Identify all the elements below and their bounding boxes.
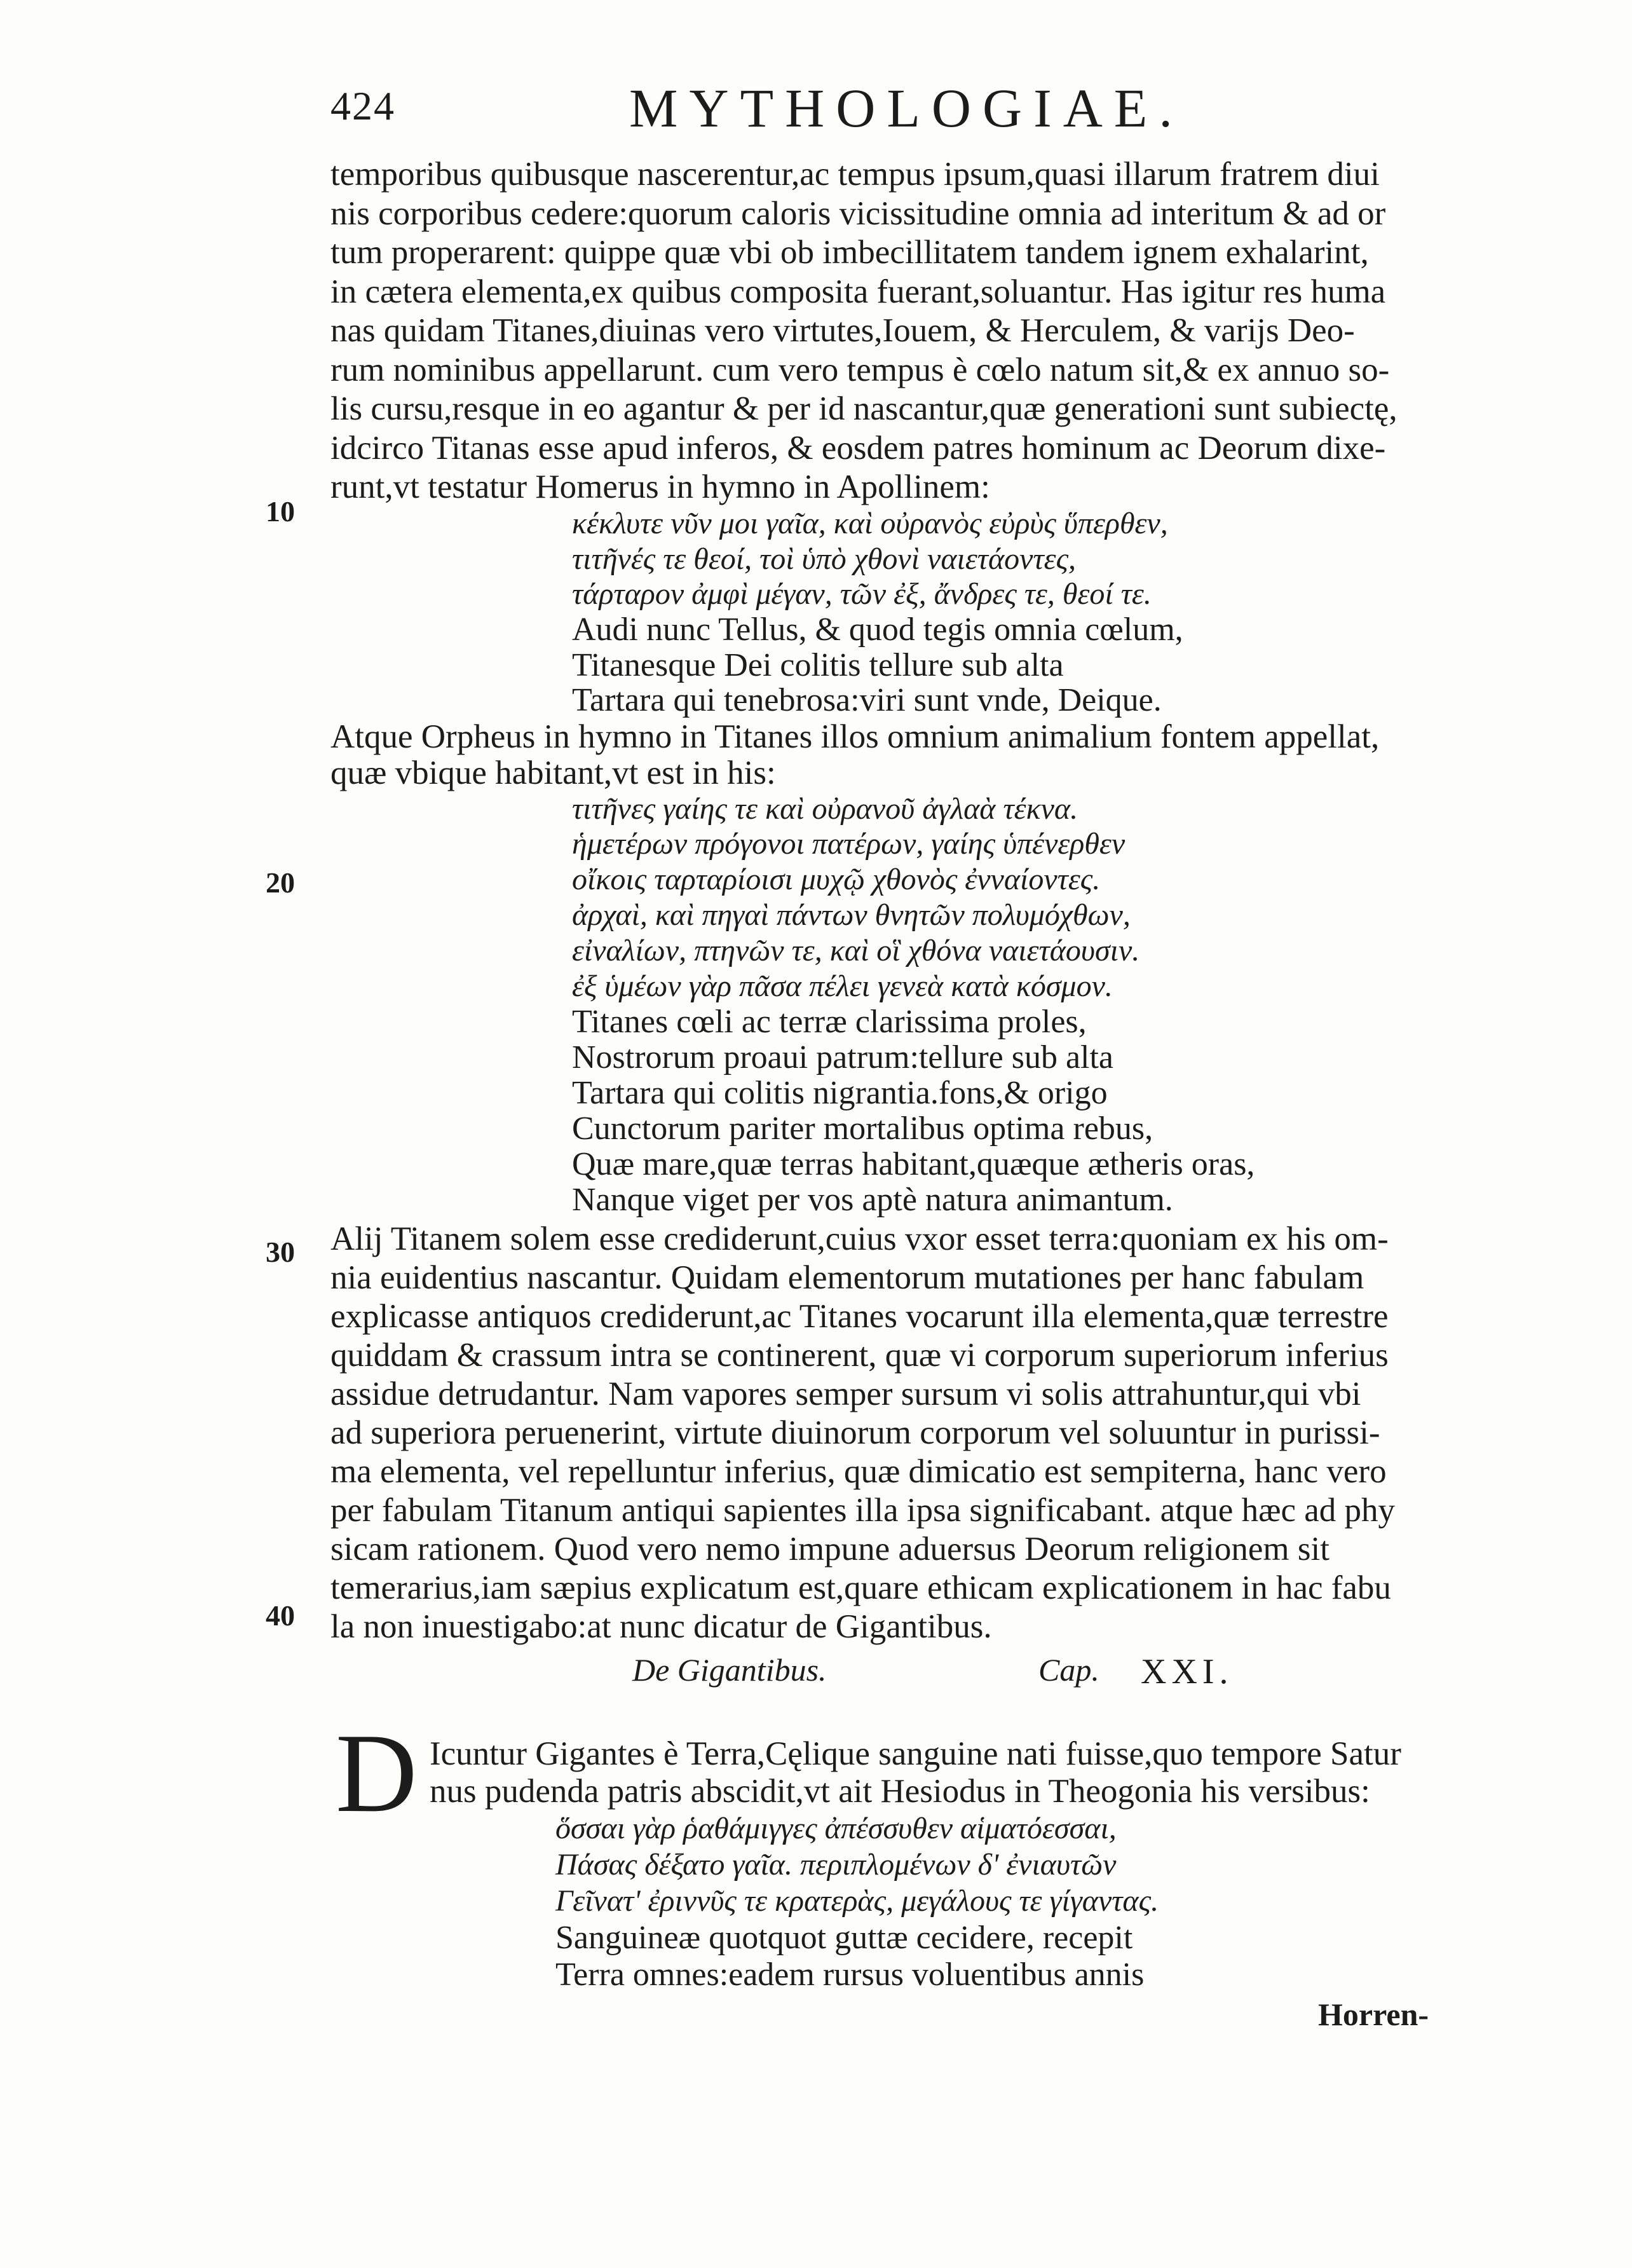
margin-line-number: 20 (266, 866, 295, 899)
greek-verse-line: Πάσας δέξατο γαῖα. περιπλομένων δ' ἐνιαυτῶν (555, 1848, 1117, 1882)
text-line: temerarius,iam sæpius explicatum est,quare ethicam explicationem in hac fabu (330, 1569, 1391, 1606)
text-line: Alij Titanem solem esse crediderunt,cuius vxor esset terra:quoniam ex his om- (330, 1220, 1389, 1257)
chapter-label: Cap. (1038, 1652, 1099, 1688)
margin-line-number: 30 (266, 1236, 295, 1268)
latin-verse-line: Titanes cœli ac terræ clarissima proles, (572, 1004, 1087, 1040)
text-line: runt,vt testatur Homerus in hymno in Apollinem: (330, 468, 990, 505)
text-line: idcirco Titanas esse apud inferos, & eosdem patres hominum ac Deorum dixe- (330, 430, 1386, 467)
text-line: sicam rationem. Quod vero nemo impune aduersus Deorum religionem sit (330, 1531, 1329, 1568)
text-line: Icuntur Gigantes è Terra,Cęlique sanguine nati fuisse,quo tempore Satur (430, 1735, 1401, 1772)
page-number: 424 (330, 83, 395, 128)
text-line: quiddam & crassum intra se continerent, quæ vi corporum superiorum inferius (330, 1337, 1389, 1374)
greek-verse-line: κέκλυτε νῦν μοι γαῖα, καὶ οὐρανὸς εὐρὺς ὕπερθεν, (572, 507, 1168, 540)
text-line: nus pudenda patris abscidit,vt ait Hesiodus in Theogonia his versibus: (430, 1773, 1370, 1810)
latin-verse-line: Nostrorum proaui patrum:tellure sub alta (572, 1039, 1114, 1076)
greek-verse-line: Γεῖνατ' ἐριννῦς τε κρατερὰς, μεγάλους τε γίγαντας. (555, 1884, 1159, 1918)
greek-verse-line: ἐξ ὑμέων γὰρ πᾶσα πέλει γενεὰ κατὰ κόσμον. (572, 969, 1113, 1003)
text-line: assidue detrudantur. Nam vapores semper sursum vi solis attrahuntur,qui vbi (330, 1376, 1361, 1412)
running-title: MYTHOLOGIAE. (629, 78, 1184, 139)
text-line: la non inuestigabo:at nunc dicatur de Gigantibus. (330, 1608, 992, 1645)
text-line: temporibus quibusque nascerentur,ac tempus ipsum,quasi illarum fratrem diui (330, 156, 1380, 193)
text-line: nis corporibus cedere:quorum caloris vicissitudine omnia ad interitum & ad or (330, 195, 1386, 232)
greek-verse-line: τιτῆνες γαίης τε καὶ οὐρανοῦ ἀγλαὰ τέκνα. (572, 792, 1078, 826)
text-line: Atque Orpheus in hymno in Titanes illos omnium animalium fontem appellat, (330, 718, 1380, 755)
greek-verse-line: οἴκοις ταρταρίοισι μυχῷ χθονὸς ἐνναίοντες. (572, 863, 1101, 896)
catchword: Horren- (1318, 1997, 1429, 2032)
latin-verse-line: Audi nunc Tellus, & quod tegis omnia cœlum, (572, 611, 1183, 648)
text-line: per fabulam Titanum antiqui sapientes illa ipsa significabant. atque hæc ad phy (330, 1492, 1396, 1529)
latin-verse-line: Terra omnes:eadem rursus voluentibus annis (555, 1957, 1145, 1993)
text-line: nas quidam Titanes,diuinas vero virtutes,Iouem, & Herculem, & varijs Deo- (330, 312, 1355, 349)
margin-line-number: 10 (266, 495, 295, 528)
text-line: explicasse antiquos crediderunt,ac Titanes vocarunt illa elementa,quæ terrestre (330, 1298, 1389, 1335)
text-line: quæ vbique habitant,vt est in his: (330, 755, 776, 791)
text-line: nia euidentius nascantur. Quidam elementorum mutationes per hanc fabulam (330, 1259, 1364, 1296)
latin-verse-line: Sanguineæ quotquot guttæ cecidere, recepit (555, 1920, 1133, 1956)
text-line: ad superiora peruenerint, virtute diuinorum corporum vel soluuntur in purissi- (330, 1414, 1380, 1451)
drop-cap: D (336, 1710, 418, 1836)
chapter-title: De Gigantibus. (632, 1652, 827, 1688)
greek-verse-line: τιτῆνές τε θεοί, τοὶ ὑπὸ χθονὶ ναιετάοντες, (572, 542, 1077, 576)
margin-line-number: 40 (266, 1599, 295, 1632)
latin-verse-line: Nanque viget per vos aptè natura animantum. (572, 1182, 1173, 1218)
greek-verse-line: ὅσσαι γὰρ ῥαθάμιγγες ἀπέσσυθεν αἱματόεσσαι, (555, 1812, 1117, 1845)
latin-verse-line: Cunctorum pariter mortalibus optima rebus, (572, 1110, 1153, 1147)
text-line: tum properarent: quippe quæ vbi ob imbecillitatem tandem ignem exhalarint, (330, 234, 1369, 271)
text-line: in cætera elementa,ex quibus composita fuerant,soluantur. Has igitur res huma (330, 273, 1386, 310)
greek-verse-line: εἰναλίων, πτηνῶν τε, καὶ οἳ χθόνα ναιετάουσιν. (572, 934, 1140, 967)
latin-verse-line: Titanesque Dei colitis tellure sub alta (572, 647, 1064, 683)
latin-verse-line: Tartara qui tenebrosa:viri sunt vnde, Deique. (572, 682, 1162, 718)
latin-verse-line: Quæ mare,quæ terras habitant,quæque ætheris oras, (572, 1146, 1255, 1182)
chapter-number: XXI. (1141, 1652, 1234, 1691)
greek-verse-line: ἡμετέρων πρόγονοι πατέρων, γαίης ὑπένερθεν (572, 827, 1125, 861)
greek-verse-line: ἀρχαὶ, καὶ πηγαὶ πάντων θνητῶν πολυμόχθων, (572, 898, 1131, 932)
page-header (330, 76, 1500, 146)
text-line: rum nominibus appellarunt. cum vero tempus è cœlo natum sit,& ex annuo so- (330, 352, 1390, 388)
text-line: ma elementa, vel repelluntur inferius, quæ dimicatio est sempiterna, hanc vero (330, 1453, 1387, 1490)
greek-verse-line: τάρταρον ἀμφὶ μέγαν, τῶν ἐξ, ἄνδρες τε, θεοί τε. (572, 577, 1152, 611)
text-line: lis cursu,resque in eo agantur & per id nascantur,quæ generationi sunt subiectę, (330, 390, 1397, 427)
latin-verse-line: Tartara qui colitis nigrantia.fons,& origo (572, 1075, 1108, 1111)
